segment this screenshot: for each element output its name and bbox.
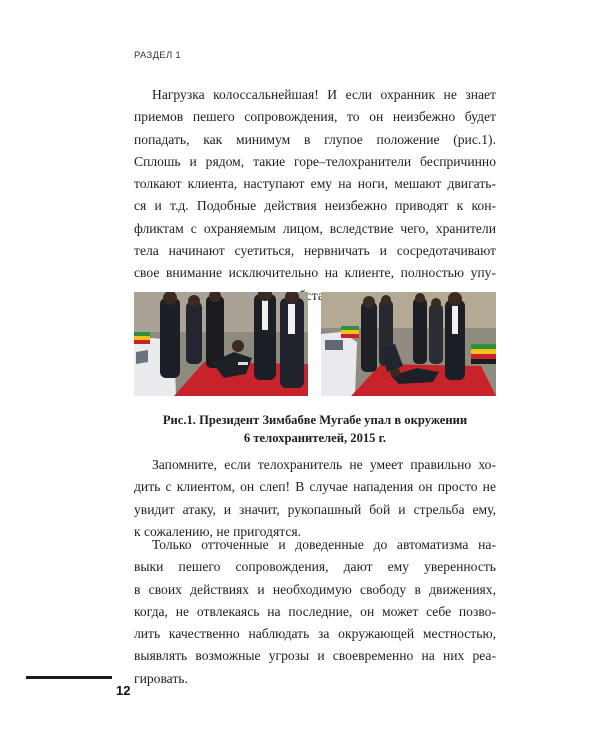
text-line: Только отточенные и доведенные до автоматизма на- — [152, 537, 496, 552]
caption-line-1: Рис.1. Президент Зимбабве Мугабе упал в окружении — [162, 413, 468, 427]
figure-photo-right — [321, 292, 496, 396]
text-line: выявлять возможные угрозы и своевременно на них реа- — [134, 648, 496, 664]
text-line: дить с клиентом, он слеп! В случае нападения он просто не — [134, 479, 496, 495]
text-line: увидит атаку, и значит, рукопашный бой и стрельба ему, — [134, 501, 496, 517]
paragraph-1 — [134, 84, 496, 307]
text-line: попадать, как минимум в глупое положение (рис.1). — [134, 131, 496, 147]
text-line: к сожалению, не пригодятся. — [134, 523, 302, 539]
text-line: приемов пешего сопровождения, то он неизбежно будет — [134, 109, 496, 125]
page-number: 12 — [116, 683, 131, 698]
text-line: Сплошь и рядом, такие горе–телохранители беспричинно — [134, 153, 496, 169]
figure-caption — [134, 411, 496, 447]
text-line: ся и т.д. Подобные действия неизбежно приводят к кон- — [134, 198, 496, 214]
figure-photo-left — [134, 292, 308, 396]
footer-rule — [26, 676, 112, 679]
text-line: тела начинают суетиться, нервничать и сосредотачивают — [134, 243, 496, 259]
section-label: РАЗДЕЛ 1 — [134, 50, 181, 61]
text-line: Запомните, если телохранитель не умеет правильно хо- — [152, 457, 496, 472]
text-line: в своих действиях и необходимую свободу в движениях, — [134, 581, 496, 597]
text-line: фликтам с охраняемым лицом, вследствие чего, хранители — [134, 220, 496, 236]
text-line: лить качественно наблюдать за окружающей местностью, — [134, 626, 496, 642]
text-line: когда, не отвлекаясь на последние, он может себе позво- — [134, 603, 496, 619]
paragraph-3 — [134, 534, 496, 690]
text-line: выки пешего сопровождения, дают ему уверенность — [134, 559, 496, 575]
paragraph-2 — [134, 454, 496, 543]
text-line: гировать. — [134, 670, 188, 686]
text-line: толкают клиента, наступают ему на ноги, мешают двигать- — [134, 176, 496, 192]
text-line: Нагрузка колоссальнейшая! И если охранник не знает — [152, 87, 496, 102]
text-line: свое внимание исключительно на клиенте, полностью упу- — [134, 265, 496, 281]
caption-line-2: 6 телохранителей, 2015 г. — [243, 431, 387, 445]
